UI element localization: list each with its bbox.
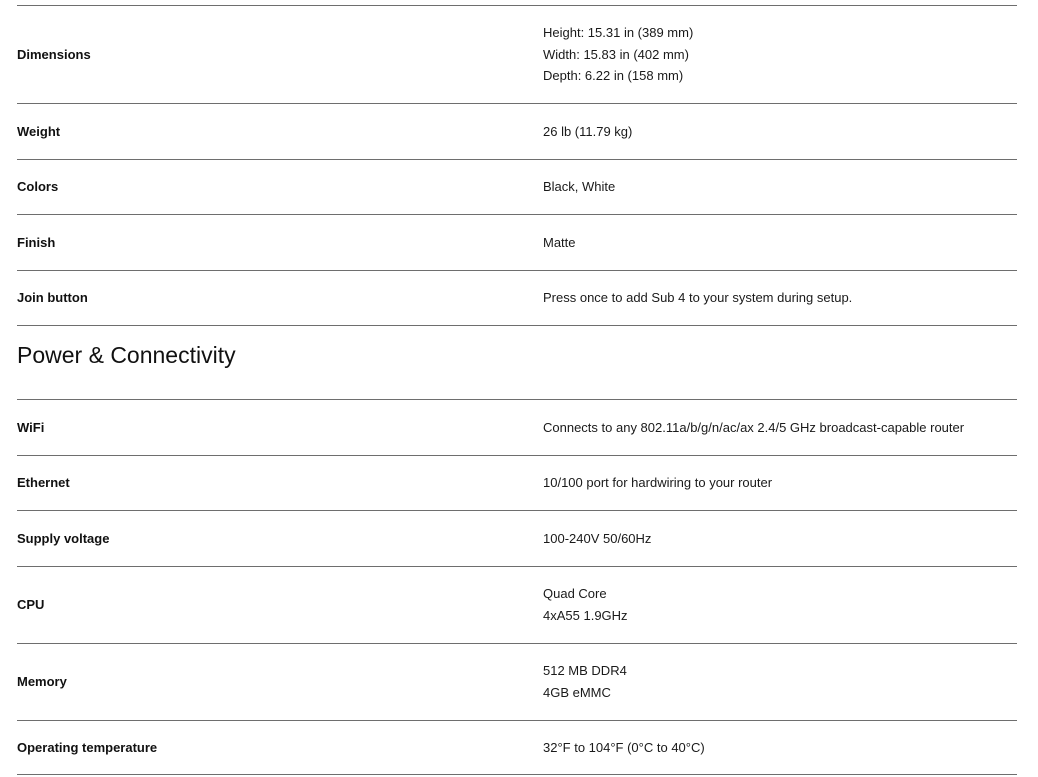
spec-row-join-button — [17, 270, 1017, 326]
spec-value — [543, 528, 1017, 550]
spec-value — [543, 22, 1017, 87]
spec-label: Dimensions — [17, 47, 91, 62]
spec-value — [543, 417, 1017, 439]
spec-label: Weight — [17, 123, 61, 139]
spec-value-line: Black, White — [543, 179, 616, 194]
spec-value-line: Connects to any 802.11a/b/g/n/ac/ax 2.4/5 GHz broadcast-capable router — [543, 419, 965, 435]
spec-label: CPU — [17, 597, 45, 612]
spec-value-line: 4GB eMMC — [543, 684, 611, 700]
specs-table — [17, 0, 1017, 775]
spec-label: Finish — [17, 234, 56, 250]
spec-value-line: 10/100 port for hardwiring to your router — [543, 475, 773, 490]
spec-value-line: Quad Core — [543, 586, 607, 601]
spec-value-line: 100-240V 50/60Hz — [543, 530, 652, 546]
spec-value — [543, 232, 1017, 254]
spec-label: Memory — [17, 674, 67, 689]
spec-value — [543, 287, 1017, 309]
spec-row-colors — [17, 159, 1017, 215]
spec-value-line: 512 MB DDR4 — [543, 663, 627, 678]
spec-value — [543, 176, 1017, 198]
spec-value — [543, 121, 1017, 143]
spec-label: Colors — [17, 179, 59, 195]
spec-label: Operating temperature — [17, 739, 158, 755]
spec-value-line: 32°F to 104°F (0°C to 40°C) — [543, 739, 705, 755]
spec-row-dimensions — [17, 5, 1017, 103]
spec-row-finish — [17, 214, 1017, 270]
spec-row-memory — [17, 643, 1017, 720]
spec-row-operating-temperature — [17, 720, 1017, 776]
spec-value-line: Height: 15.31 in (389 mm) — [543, 25, 694, 41]
spec-value — [543, 583, 1017, 626]
spec-value — [543, 472, 1017, 494]
spec-value-line: 4xA55 1.9GHz — [543, 607, 628, 623]
spec-value-line: Matte — [543, 234, 576, 250]
spec-value — [543, 737, 1017, 759]
spec-row-cpu — [17, 566, 1017, 643]
spec-value-line: 26 lb (11.79 kg) — [543, 123, 633, 139]
spec-value — [543, 660, 1017, 703]
spec-label: Ethernet — [17, 475, 70, 491]
spec-row-supply-voltage — [17, 510, 1017, 566]
spec-value-line: Depth: 6.22 in (158 mm) — [543, 68, 684, 84]
spec-row-wifi — [17, 399, 1017, 455]
spec-row-weight — [17, 103, 1017, 159]
spec-label: Join button — [17, 290, 88, 306]
spec-label: Supply voltage — [17, 530, 110, 546]
spec-value-line: Width: 15.83 in (402 mm) — [543, 46, 689, 62]
spec-label: WiFi — [17, 419, 45, 435]
spec-value-line: Press once to add Sub 4 to your system during setup. — [543, 290, 853, 305]
spec-row-ethernet — [17, 455, 1017, 511]
section-heading-power-connectivity: Power & Connectivity — [17, 325, 1017, 399]
